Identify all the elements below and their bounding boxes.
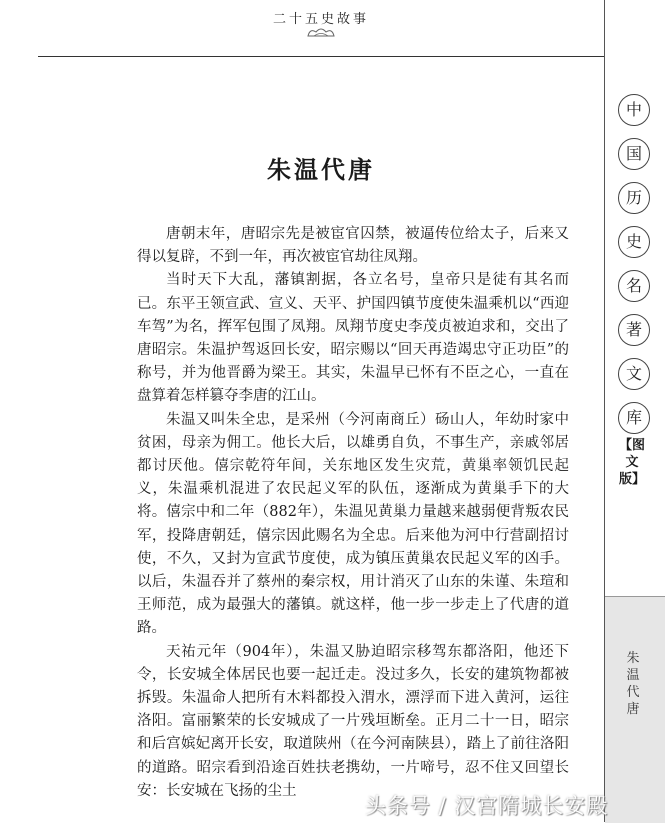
paragraph: 朱温又叫朱全忠，是采州（今河南商丘）砀山人，年幼时家中贫困，母亲为佣工。他长大后，以雄勇自负，不事生产，亲戚邻居都讨厌他。僖宗乾符年间，关东地区发生灾荒，黄巢率领饥民起义，朱温乘机混进了农民起义军的队伍，逐渐成为黄巢手下的大将。僖宗中和二年（882年），朱温见黄巢力量越来越弱便背叛农民军，投降唐朝廷，僖宗因此赐名为全忠。后来他为河中行营副招讨使，不久，又封为宣武节度使，成为镇压黄巢农民起义军的凶手。以后，朱温吞并了蔡州的秦宗权，用计消灭了山东的朱谨、朱瑄和王师范，成为最强大的藩镇。就这样，他一步一步走上了代唐的道路。: [137, 411, 569, 637]
paragraph: 唐朝末年，唐昭宗先是被宦官囚禁，被逼传位给太子，后来又得以复辟，不到一年，再次被宦官劫往凤翔。: [137, 226, 569, 266]
series-char: 文: [618, 358, 650, 390]
header-rule: [38, 56, 604, 57]
series-title: [614, 94, 654, 446]
series-char: 中: [618, 94, 650, 126]
series-char: 名: [618, 270, 650, 302]
body-text: [137, 223, 569, 803]
series-char: 历: [618, 182, 650, 214]
running-header-title: 二十五史故事: [272, 12, 369, 27]
series-char: 著: [618, 314, 650, 346]
edition-label: 【图文版】: [619, 438, 646, 487]
running-header: [38, 0, 604, 56]
paragraph: 天祐元年（904年），朱温又胁迫昭宗移驾东都洛阳，他还下令，长安城全体居民也要一起迁走。没过多久，长安的建筑物都被拆毁。朱温命人把所有木料都投入渭水，漂浮而下进入黄河，运往洛阳。富丽繁荣的长安城成了一片残垣断垒。正月二十一日，昭宗和后宫嫔妃离开长安，取道陕州（在今河南陕县），踏上了前往洛阳的道路。昭宗看到沿途百姓扶老携幼，一片啼号，忍不住又回望长安：长安城在飞扬的尘土: [137, 643, 569, 799]
paragraph: 当时天下大乱，藩镇割据，各立名号，皇帝只是徒有其名而已。东平王领宣武、宣义、天平、护国四镇节度使朱温乘机以“西迎车驾”为名，挥军包围了凤翔。凤翔节度史李茂贞被迫求和，交出了唐昭宗。朱温护驾返回长安，昭宗赐以“回天再造竭忠守正功臣”的称号，并为他晋爵为梁王。其实，朱温早已怀有不臣之心，一直在盘算着怎样篡夺李唐的江山。: [137, 272, 569, 405]
cloud-ornament-icon: [306, 26, 336, 38]
watermark: 头条号 / 汉宫隋城长安殿: [365, 794, 609, 818]
side-story-title: 朱温代唐: [626, 651, 640, 717]
series-char: 国: [618, 138, 650, 170]
series-char: 史: [618, 226, 650, 258]
chapter-title: 朱温代唐: [267, 156, 375, 184]
series-char: 库: [618, 402, 650, 434]
